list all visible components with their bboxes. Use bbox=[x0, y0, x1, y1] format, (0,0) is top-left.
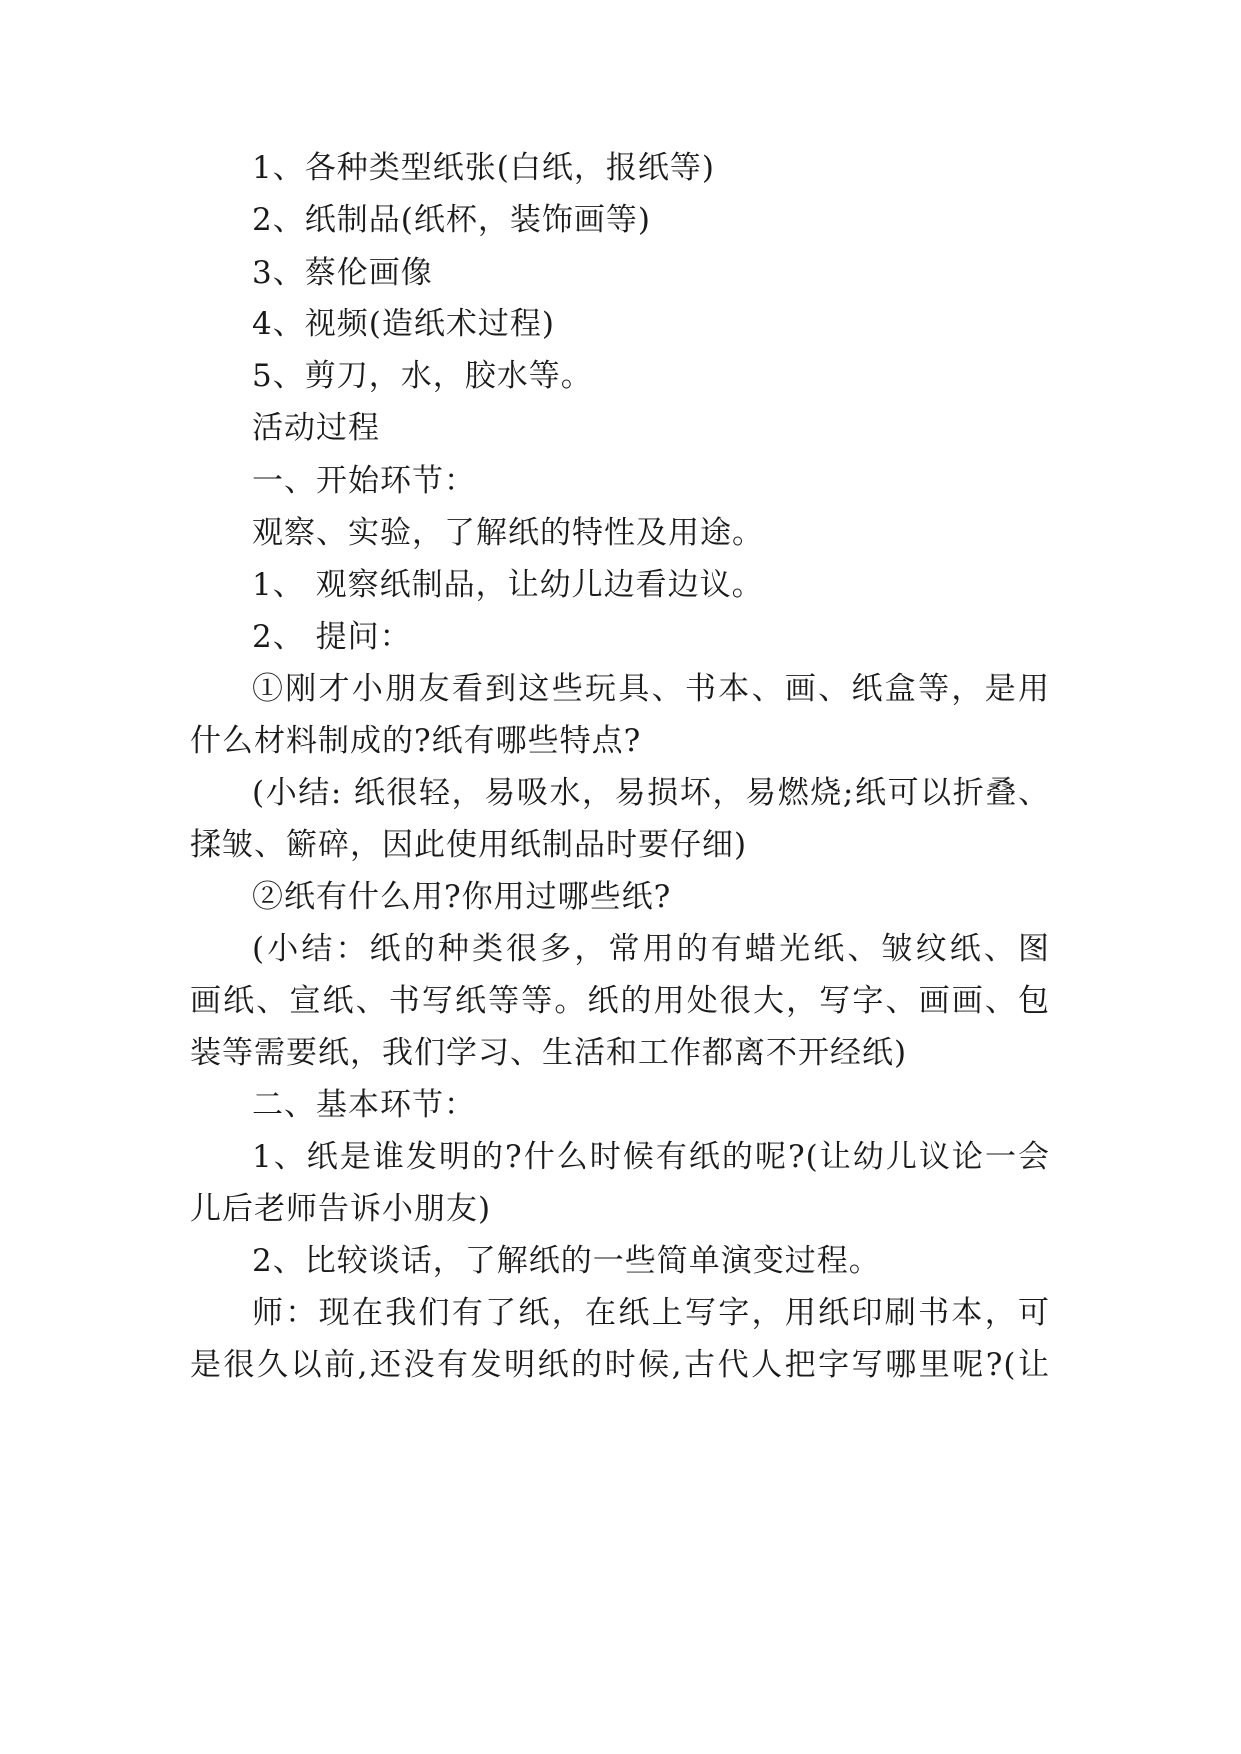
text-line: 观察、实验，了解纸的特性及用途。 bbox=[252, 515, 764, 551]
text-line: (小结：纸的种类很多，常用的有蜡光纸、皱纹纸、图 bbox=[252, 931, 1050, 967]
text-line: 是很久以前,还没有发明纸的时候,古代人把字写哪里呢?(让 bbox=[190, 1347, 1050, 1383]
text-line: 装等需要纸，我们学习、生活和工作都离不开经纸) bbox=[190, 1035, 908, 1071]
text-line: 2、纸制品(纸杯，装饰画等) bbox=[252, 202, 651, 238]
text-line: 4、视频(造纸术过程) bbox=[252, 306, 555, 342]
text-line: 1、纸是谁发明的?什么时候有纸的呢?(让幼儿议论一会 bbox=[252, 1139, 1050, 1175]
text-line: 1、 观察纸制品，让幼儿边看边议。 bbox=[252, 567, 764, 603]
text-line: 揉皱、簖碎，因此使用纸制品时要仔细) bbox=[190, 827, 748, 863]
text-line: 3、蔡伦画像 bbox=[252, 255, 433, 291]
text-line: 儿后老师告诉小朋友) bbox=[190, 1191, 492, 1227]
text-line: (小结: 纸很轻，易吸水，易损坏，易燃烧;纸可以折叠、 bbox=[252, 775, 1050, 811]
text-line: 1、各种类型纸张(白纸，报纸等) bbox=[252, 150, 715, 186]
text-line: 师：现在我们有了纸，在纸上写字，用纸印刷书本，可 bbox=[252, 1295, 1050, 1331]
section-heading: 活动过程 bbox=[252, 410, 380, 446]
section-heading: 一、开始环节： bbox=[252, 463, 476, 499]
text-line: 5、剪刀，水，胶水等。 bbox=[252, 358, 593, 394]
text-line: 2、 提问： bbox=[252, 619, 412, 655]
text-line: ①刚才小朋友看到这些玩具、书本、画、纸盒等，是用 bbox=[252, 671, 1050, 707]
text-line: 什么材料制成的?纸有哪些特点? bbox=[190, 723, 642, 759]
text-line: 2、比较谈话，了解纸的一些简单演变过程。 bbox=[252, 1243, 881, 1279]
section-heading: 二、基本环节： bbox=[252, 1087, 476, 1123]
text-line: 画纸、宣纸、书写纸等等。纸的用处很大，写字、画画、包 bbox=[190, 983, 1050, 1019]
text-line: ②纸有什么用?你用过哪些纸? bbox=[252, 879, 672, 915]
